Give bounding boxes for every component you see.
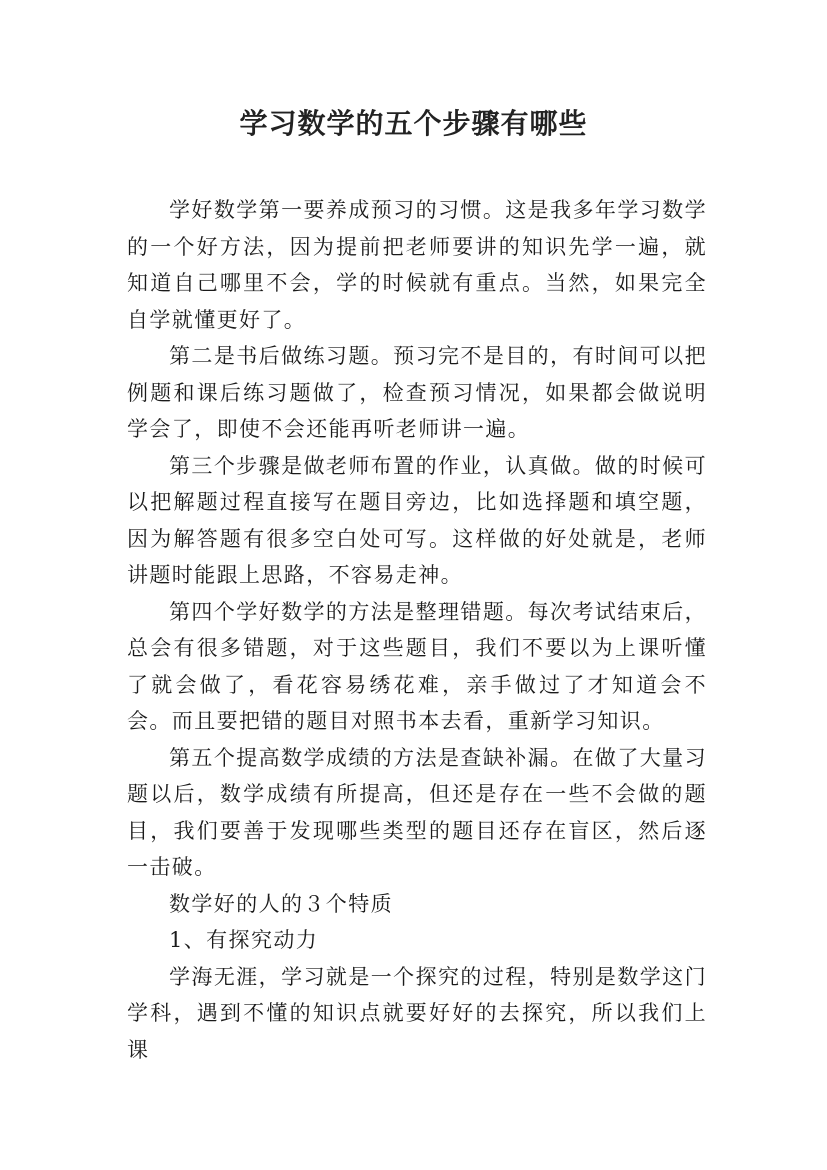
paragraph-preview-habit: 学好数学第一要养成预习的习惯。这是我多年学习数学的一个好方法，因为提前把老师要讲的知识先学一遍，就知道自己哪里不会，学的时候就有重点。当然，如果完全自学就懂更好了。: [127, 198, 707, 332]
paragraph-error-collection: 第四个学好数学的方法是整理错题。每次考试结束后，总会有很多错题，对于这些题目，我们不要以为上课听懂了就会做了，看花容易绣花难，亲手做过了才知道会不会。而且要把错的题目对照书本去看，重新学习知识。: [127, 599, 707, 733]
paragraph-curiosity: 学海无涯，学习就是一个探究的过程，特别是数学这门学科，遇到不懂的知识点就要好好的去探究，所以我们上课: [127, 964, 707, 1062]
document-body: [127, 192, 707, 1068]
paragraph-fill-gaps: 第五个提高数学成绩的方法是查缺补漏。在做了大量习题以后，数学成绩有所提高，但还是存在一些不会做的题目，我们要善于发现哪些类型的题目还存在盲区，然后逐一击破。: [127, 745, 707, 879]
document-title: 学习数学的五个步骤有哪些: [239, 107, 588, 140]
paragraph-exercises: 第二是书后做练习题。预习完不是目的，有时间可以把例题和课后练习题做了，检查预习情况，如果都会做说明学会了，即使不会还能再听老师讲一遍。: [127, 344, 707, 441]
section-heading-traits: 数学好的人的３个特质: [169, 891, 393, 916]
paragraph-homework: 第三个步骤是做老师布置的作业，认真做。做的时候可以把解题过程直接写在题目旁边，比如选择题和填空题，因为解答题有很多空白处可写。这样做的好处就是，老师讲题时能跟上思路，不容易走神。: [127, 453, 707, 587]
subheading-curiosity: 1、有探究动力: [169, 928, 319, 952]
